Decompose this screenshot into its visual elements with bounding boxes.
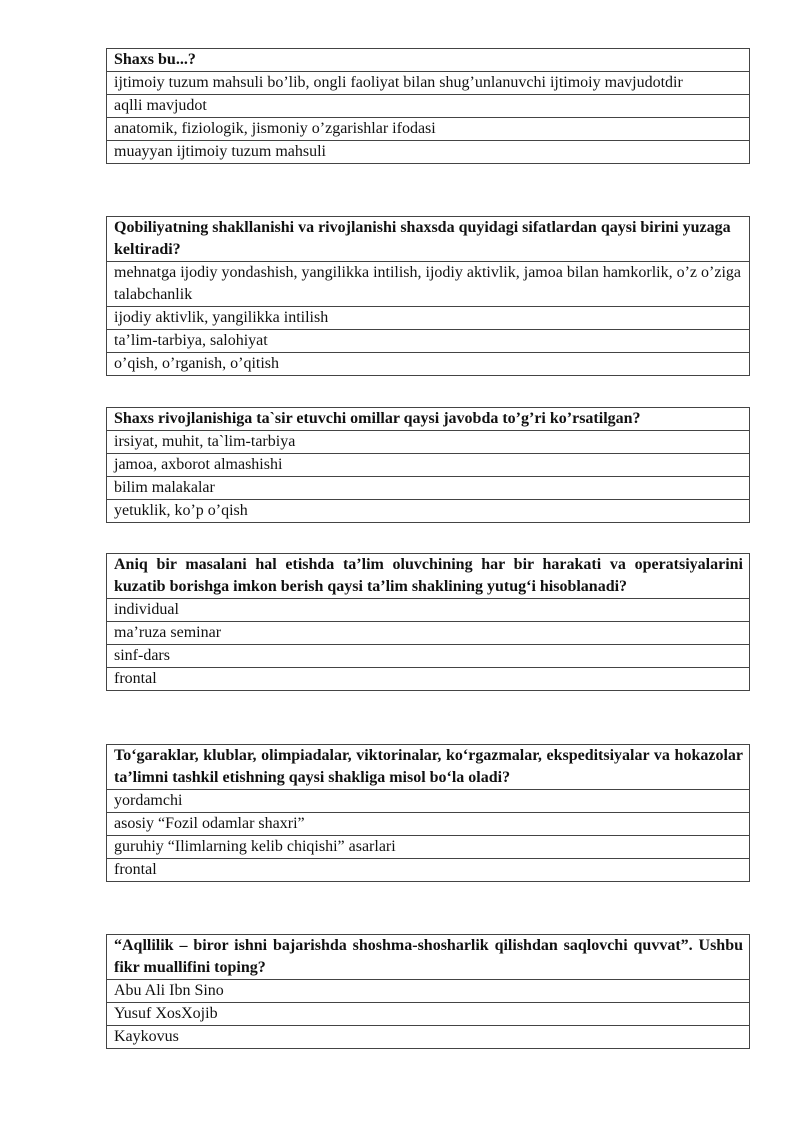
answer-option: frontal <box>114 670 157 687</box>
answer-option: yordamchi <box>107 790 749 813</box>
question-table-3 <box>106 407 750 523</box>
answer-option: muayyan ijtimoiy tuzum mahsuli <box>114 143 326 160</box>
question-text: “Aqllilik – biror ishni bajarishda shoshma-shosharlik qilishdan saqlovchi quvvat”. Ushbu fikr muallifini toping? <box>107 935 749 980</box>
answer-option: sinf-dars <box>107 645 749 668</box>
question-table-1 <box>106 48 750 164</box>
answer-option: ijodiy aktivlik, yangilikka intilish <box>107 307 749 330</box>
answer-option: guruhiy “Ilimlarning kelib chiqishi” asarlari <box>107 836 749 859</box>
answer-option: aqlli mavjudot <box>107 95 749 118</box>
answer-option: Kaykovus <box>114 1028 179 1045</box>
question-text: Shaxs rivojlanishiga ta`sir etuvchi omillar qaysi javobda to’g’ri ko’rsatilgan? <box>107 408 749 431</box>
answer-option: anatomik, fiziologik, jismoniy o’zgarishlar ifodasi <box>107 118 749 141</box>
answer-option: o’qish, o’rganish, o’qitish <box>114 355 280 372</box>
question-table-5 <box>106 744 750 882</box>
answer-option: Abu Ali Ibn Sino <box>107 980 749 1003</box>
answer-option: frontal <box>114 861 157 878</box>
answer-option: asosiy “Fozil odamlar shaxri” <box>107 813 749 836</box>
question-table-4 <box>106 553 750 691</box>
answer-option: ta’lim-tarbiya, salohiyat <box>107 330 749 353</box>
question-table-6 <box>106 934 750 1049</box>
answer-option: Yusuf XosXojib <box>107 1003 749 1026</box>
answer-option: bilim malakalar <box>107 477 749 500</box>
answer-option: yetuklik, ko’p o’qish <box>114 502 248 519</box>
question-text: To‘garaklar, klublar, olimpiadalar, viktorinalar, ko‘rgazmalar, ekspeditsiyalar va hokazolar ta’limni tashkil etishning qaysi shakliga misol bo‘la oladi? <box>107 745 749 790</box>
question-text: Shaxs bu...? <box>107 49 749 72</box>
answer-option: ijtimoiy tuzum mahsuli bo’lib, ongli faoliyat bilan shug’unlanuvchi ijtimoiy mavjudotdir <box>107 72 749 95</box>
answer-option: individual <box>107 599 749 622</box>
answer-option: ma’ruza seminar <box>107 622 749 645</box>
answer-option: mehnatga ijodiy yondashish, yangilikka intilish, ijodiy aktivlik, jamoa bilan hamkorlik, o’z o’ziga talabchanlik <box>107 262 749 307</box>
question-table-2 <box>106 216 750 376</box>
question-text: Qobiliyatning shakllanishi va rivojlanishi shaxsda quyidagi sifatlardan qaysi birini yuzaga keltiradi? <box>107 217 749 262</box>
question-text: Aniq bir masalani hal etishda ta’lim oluvchining har bir harakati va operatsiyalarini kuzatib borishga imkon berish qaysi ta’lim shaklining yutug‘i hisoblanadi? <box>107 554 749 599</box>
answer-option: jamoa, axborot almashishi <box>107 454 749 477</box>
answer-option: irsiyat, muhit, ta`lim-tarbiya <box>107 431 749 454</box>
